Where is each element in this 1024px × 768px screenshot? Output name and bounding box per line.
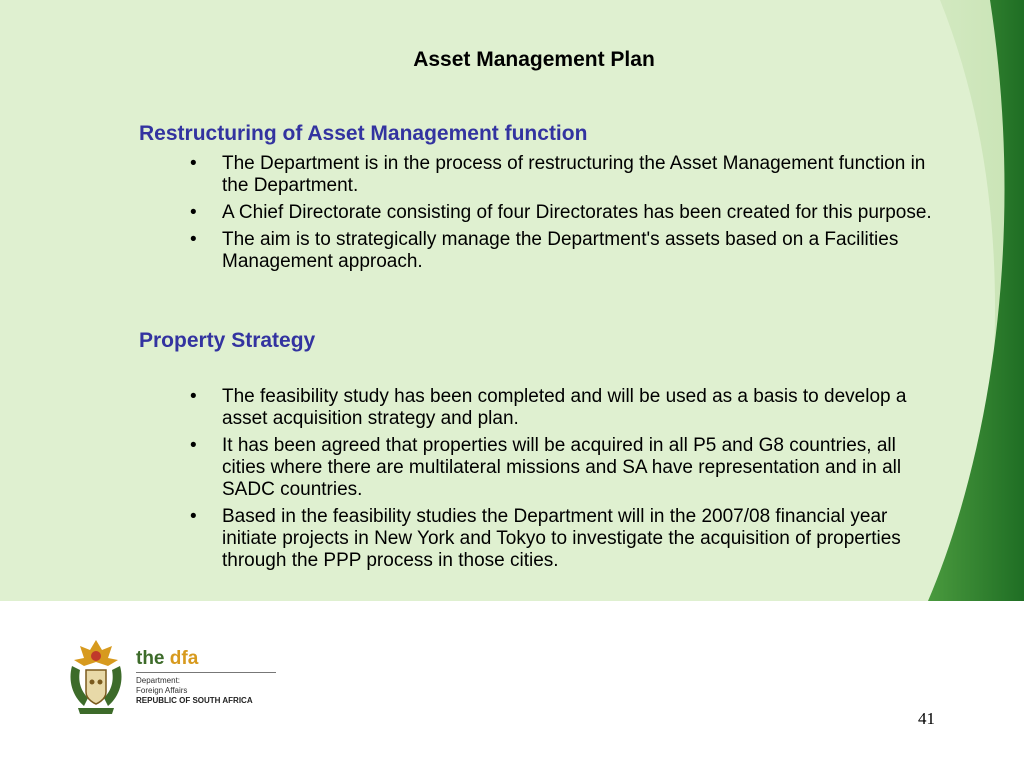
bullet-text: The aim is to strategically manage the Department's assets based on a Facilities Management approach. [222, 229, 899, 272]
bullet-text: It has been agreed that properties will be acquired in all P5 and G8 countries, all cities where there are multilateral missions and SA have representation and in all SADC countries. [222, 435, 902, 500]
bullet-text: The feasibility study has been completed and will be used as a basis to develop a asset acquisition strategy and plan. [222, 386, 907, 429]
bullet-icon: • [190, 153, 197, 174]
list-item [190, 506, 938, 572]
list-item [190, 229, 938, 273]
bullet-icon: • [190, 506, 197, 527]
section-heading-restructuring: Restructuring of Asset Management function [139, 122, 588, 145]
dfa-logo [64, 636, 284, 718]
logo-wordmark [136, 648, 198, 670]
page-number: 41 [918, 709, 935, 728]
slide-title: Asset Management Plan [413, 48, 655, 71]
bullet-icon: • [190, 229, 197, 250]
bullet-list-property-strategy [190, 386, 938, 577]
bullet-text: The Department is in the process of restructuring the Asset Management function in the Department. [222, 153, 926, 196]
logo-dfa-text: dfa [169, 648, 199, 669]
list-item [190, 435, 938, 501]
logo-the-text: the [136, 648, 165, 669]
bullet-icon: • [190, 202, 197, 223]
bullet-list-restructuring [190, 153, 938, 278]
list-item [190, 386, 938, 430]
list-item [190, 202, 938, 224]
bullet-icon: • [190, 435, 197, 456]
bullet-text: A Chief Directorate consisting of four Directorates has been created for this purpose. [222, 202, 932, 223]
section-heading-property-strategy: Property Strategy [139, 329, 316, 352]
logo-divider [136, 672, 276, 673]
bullet-text: Based in the feasibility studies the Department will in the 2007/08 financial year initiate projects in New York and Tokyo to investigate the acquisition of properties through the PPP process in those cities. [222, 506, 901, 571]
logo-line-foreign-affairs: Foreign Affairs [136, 686, 188, 695]
logo-line-department: Department: [136, 676, 181, 685]
bullet-icon: • [190, 386, 197, 407]
list-item [190, 153, 938, 197]
coat-of-arms-icon [64, 636, 128, 718]
logo-line-republic: REPUBLIC OF SOUTH AFRICA [136, 696, 253, 705]
